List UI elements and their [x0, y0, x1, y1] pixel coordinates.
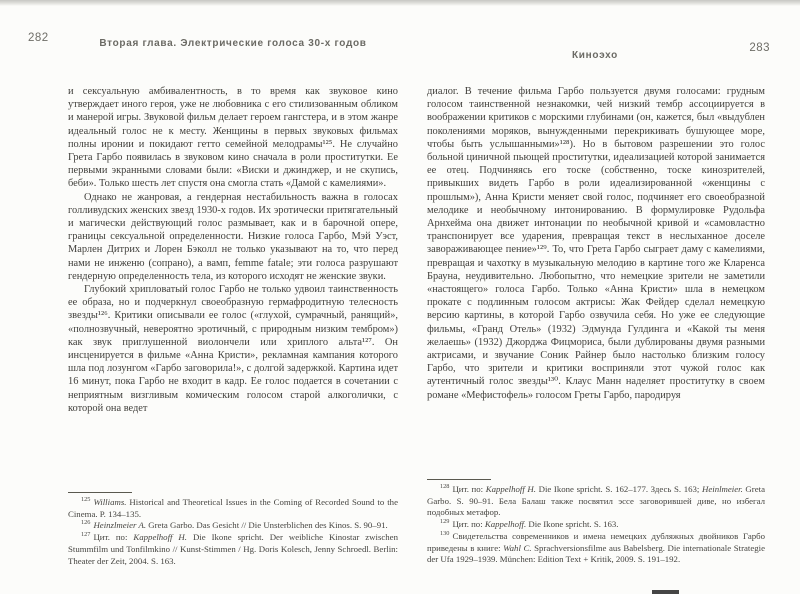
footnote: [68, 497, 398, 520]
footnote: [68, 532, 398, 567]
footnote-text: Die Ikone spricht. S. 163.: [526, 519, 619, 530]
footnotes-left: [68, 497, 398, 567]
footnote-number: 128: [440, 483, 450, 491]
running-header-right: Киноэхо: [572, 50, 618, 61]
footnote-text: Цит. по:: [452, 519, 485, 530]
footnote-number: 126: [81, 519, 91, 527]
footnote-number: 125: [81, 496, 91, 504]
footnote-author: Kappelhoff H.: [485, 484, 536, 494]
footnote-text: Greta Garbo. Das Gesicht // Die Unsterblichen des Kinos. S. 90–91.: [146, 520, 388, 531]
footnote: [427, 531, 765, 566]
footnote-text: Sprachversionsfilme aus Babelsberg. Die internationale Strategie der Ufa 1929–1939. München: Edition Text + Kritik, 2009. S. 191–192.: [427, 542, 766, 565]
footnote-text: Historical and Theoretical Issues in the Coming of Recorded Sound to the Cinema. P. 134–135.: [68, 497, 398, 519]
footnote-text: Die Ikone spricht. Der weibliche Kinostar zwischen Stummfilm und Tonfilmkino // Kunst-Stimmen / Hg. Doris Kolesch, Jenny Schroedl. Berlin: Theater der Zeit, 2004. S. 163.: [68, 532, 398, 566]
footnote-number: 127: [81, 531, 91, 539]
body-text-right: [427, 85, 765, 402]
footnote-author: Heinzlmeier A.: [93, 520, 147, 531]
footnote-text: Цит. по:: [452, 484, 486, 494]
footnote-author: Kappelhoff H.: [133, 532, 187, 543]
footnote-author: Kappelhoff.: [484, 519, 527, 530]
body-text-left: [68, 85, 398, 415]
footnote-author: Heinlmeier.: [702, 484, 743, 494]
footnote-text: Die Ikone spricht. S. 162–177. Здесь S. 163;: [535, 484, 702, 494]
footnotes-right: [427, 484, 765, 566]
paragraph: диалог. В течение фильма Гарбо пользуется двумя голосами: грудным голосом таинственной незнакомки, чей низкий тембр ассоциируется в воображении критиков с морскими глубинами (он, кажется, был «выдублен поколениями моряков, вынужденными перекрикивать бушующее море, чтобы быть услышанными»¹²⁸). Но в бытовом разрешении это голос больной циничной пьющей проститутки, идеализацией которой занимается ее отец. Подчиняясь его тоске (собственно, тоске кинозрителей, привыкших видеть Гарбо в роли идеализированной «женщины с прошлым»), Анна Кристи меняет свой голос, подчиняет его своеобразной мелодике и необычному интонированию. В формулировке Рудольфа Арнхейма она движет интонации по необычной кривой и «самовластно транспонирует все ударения, превращая текст в неслыханное доселе завораживающее пение»¹²⁹. То, что Грета Гарбо сыграет даму с камелиями, превращая и чахотку в музыкальную мелодию в картине того же Кларенса Брауна, неудивительно. Любопытно, что немецкие зрители не заметили «настоящего» голоса Гарбо. Только «Анна Кристи» шла в немецком прокате с подлинным голосом актрисы: Жак Фейдер сделал немецкую версию картины, в которой Гарбо озвучила себя. Но уже ее следующие фильмы, «Гранд Отель» (1932) Эдмунда Гулдинга и «Какой ты меня желаешь» (1932) Джорджа Фицмориса, были дублированы двумя разными актрисами, и звучание Соник Райнер было настолько близким голосу Гарбо, что зрители и критики восприняли этот чужой голос как аутентичный голос звезды¹³⁰. Клаус Манн наделяет проститутку в своем романе «Мефистофель» голосом Греты Гарбо, пародируя: [427, 86, 765, 401]
paragraph: и сексуальную амбивалентность, в то время как звуковое кино утверждает иного героя, уже не любовника с его стилизованным обликом и манерой игры. Звуковой фильм делает героем гангстера, и в этом жанре идеальный голос не к месту. Женщины в первых звуковых фильмах полны иронии и покидают гетто семейной мелодрамы¹²⁵. Не случайно Грета Гарбо появилась в звуковом кино сначала в роли проститутки. Ее первыми экранными словами были: «Виски и джинджер, и не скупись, беби». Только шесть лет спустя она смогла стать «Дамой с камелиями».: [68, 86, 398, 190]
footnote-number: 130: [440, 529, 450, 537]
footnote-author: Williams.: [93, 497, 127, 507]
scan-artifact-bar: [652, 590, 679, 594]
footnote-rule-right: [427, 479, 491, 480]
paragraph: Однако не жанровая, а гендерная нестабильность важна в голосах голливудских женских звезд 1930-х годов. Их эротически притягательный и магически действующий голос размывает, как и в барочной опере, границы сексуальной определенности. Низкие голоса Гарбо, Мэй Уэст, Марлен Дитрих и Лорен Бэколл не только указывают на то, что перед нами не инженю (сопрано), а вамп, femme fatale; эти голоса разрушают гендерную определенность тела, из которого исходят не женские звуки.: [68, 191, 398, 282]
footnote-text: Цит. по:: [93, 532, 134, 543]
footnote: [427, 519, 765, 531]
running-header-left: Вторая глава. Электрические голоса 30-х годов: [99, 38, 367, 49]
footnote-number: 129: [440, 518, 450, 526]
footnote-rule-left: [68, 492, 132, 493]
footnote-text: Greta Garbo. S. 90–91. Бела Балаш также посвятил эссе заговорившей диве, но избегал подобных метафор.: [427, 484, 765, 518]
page-number-right: 283: [749, 42, 770, 54]
footnote: [427, 484, 765, 519]
footnote-author: Wahl C.: [503, 542, 532, 553]
footnote-text: Свидетельства современников и имена немецких дубляжных двойников Гарбо приведены в книге:: [427, 530, 765, 553]
footnote: [68, 520, 398, 532]
paragraph: Глубокий хрипловатый голос Гарбо не только удвоил таинственность ее образа, но и подчеркнул своеобразную гермафродитную телесность звезды¹²⁶. Критики описывали ее голос («глухой, сумрачный, ранящий», «полнозвучный, невероятно эротичный, с природным низким тембром») как звук приглушенной виолончели или хриплого альта¹²⁷. Он инсценируется в фильме «Анна Кристи», рекламная кампания которого шла под лозунгом «Гарбо заговорила!», с долгой задержкой. Картина идет 16 минут, пока Гарбо не входит в кадр. Ее голос подается в сочетании с неприятным визгливым комическим голосом старой алкоголички, с которой она ведет: [68, 284, 398, 414]
page-number-left: 282: [28, 32, 49, 44]
scan-edge-top: [0, 0, 800, 6]
